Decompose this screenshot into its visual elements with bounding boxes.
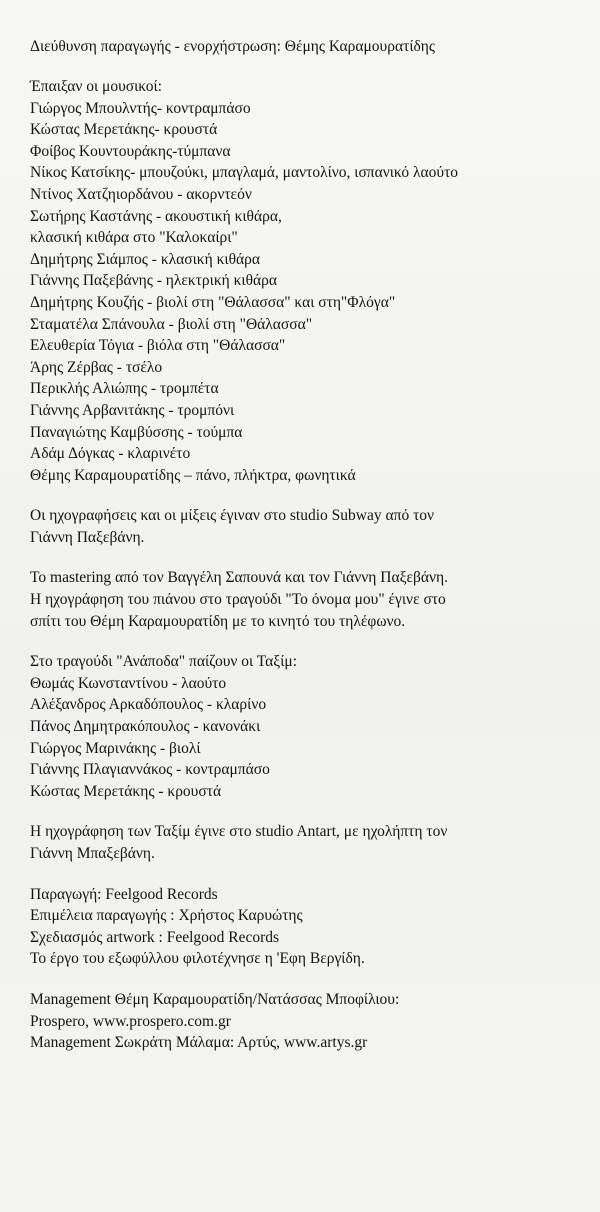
takim-heading: Στο τραγούδι "Ανάποδα" παίζουν οι Ταξίμ: <box>30 653 298 671</box>
musicians-section <box>30 76 600 486</box>
takim-musician-line: Γιώργος Μαρινάκης - βιολί <box>30 739 201 757</box>
musician-line: Δημήτρης Κουζής - βιολί στη "Θάλασσα" και στη"Φλόγα" <box>30 293 396 311</box>
production-line: Επιμέλεια παραγωγής : Χρήστος Καρυώτης <box>30 907 303 925</box>
musician-line: Νίκος Κατσίκης- μπουζούκι, μπαγλαμά, μαντολίνο, ισπανικό λαούτο <box>30 164 459 182</box>
musician-line: Άρης Ζέρβας - τσέλο <box>30 358 163 376</box>
mastering-line: σπίτι του Θέμη Καραμουρατίδη με το κινητό του τηλέφωνο. <box>30 612 406 630</box>
musician-line: Αδάμ Δόγκας - κλαρινέτο <box>30 445 191 463</box>
musician-line: Παναγιώτης Καμβύσσης - τούμπα <box>30 423 243 441</box>
musician-line: Θέμης Καραμουρατίδης – πάνο, πλήκτρα, φωνητικά <box>30 466 356 484</box>
recordings-line: Γιάννη Παξεβάνη. <box>30 528 145 546</box>
musician-line: Φοίβος Κουντουράκης-τύμπανα <box>30 142 231 160</box>
mastering-paragraph <box>30 567 600 632</box>
musician-line: Γιώργος Μπουλντής- κοντραμπάσο <box>30 99 251 117</box>
musician-line: Κώστας Μερετάκης- κρουστά <box>30 121 218 139</box>
production-line: Σχεδιασμός artwork : Feelgood Records <box>30 928 280 946</box>
takim-musician-line: Πάνος Δημητρακόπουλος - κανονάκι <box>30 718 261 736</box>
takim-musician-line: Θωμάς Κωνσταντίνου - λαούτο <box>30 674 227 692</box>
production-line: Παραγωγή: Feelgood Records <box>30 885 218 903</box>
musicians-heading: Έπαιξαν οι μουσικοί: <box>30 78 162 95</box>
recordings-paragraph <box>30 505 600 548</box>
musician-line: κλασική κιθάρα στο "Καλοκαίρι" <box>30 229 238 247</box>
takim-musician-line: Γιάννης Πλαγιαννάκος - κοντραμπάσο <box>30 761 270 779</box>
musician-line: Σταματέλα Σπάνουλα - βιολί στη "Θάλασσα" <box>30 315 313 333</box>
mastering-line: Το mastering από τον Βαγγέλη Σαπουνά και τον Γιάννη Παξεβάνη. <box>30 569 449 587</box>
takim-musician-line: Αλέξανδρος Αρκαδόπουλος - κλαρίνο <box>30 696 267 714</box>
mastering-line: Η ηχογράφηση του πιάνου στο τραγούδι "Το όνομα μου" έγινε στο <box>30 591 446 609</box>
production-line: Το έργο του εξωφύλλου φιλοτέχνησε η 'Εφη Βεργίδη. <box>30 950 365 968</box>
recordings-line: Οι ηχογραφήσεις και οι μίξεις έγιναν στο studio Subway από τον <box>30 507 435 525</box>
production-direction-line: Διεύθυνση παραγωγής - ενορχήστρωση: Θέμης Καραμουρατίδης <box>30 38 436 55</box>
musician-line: Ντίνος Χατζηιορδάνου - ακορντεόν <box>30 185 252 203</box>
musician-line: Περικλής Αλιώπης - τρομπέτα <box>30 380 219 398</box>
production-credits <box>30 884 600 970</box>
management-line: Management Σωκράτη Μάλαμα: Αρτύς, www.artys.gr <box>30 1034 368 1052</box>
takim-recording-line: Γιάννη Μπαξεβάνη. <box>30 845 155 862</box>
musician-line: Γιάννης Αρβανιτάκης - τρομπόνι <box>30 401 235 419</box>
management-line: Management Θέμη Καραμουρατίδη/Νατάσσας Μποφίλιου: <box>30 990 400 1008</box>
takim-recording-line: Η ηχογράφηση των Ταξίμ έγινε στο studio Antart, με ηχολήπτη τον <box>30 823 448 841</box>
takim-recording-paragraph <box>30 821 600 864</box>
takim-section <box>30 651 600 802</box>
musician-line: Σωτήρης Καστάνης - ακουστική κιθάρα, <box>30 207 282 225</box>
takim-musician-line: Κώστας Μερετάκης - κρουστά <box>30 782 222 800</box>
musician-line: Γιάννης Παξεβάνης - ηλεκτρική κιθάρα <box>30 272 277 290</box>
musician-line: Δημήτρης Σιάμπος - κλασική κιθάρα <box>30 250 260 268</box>
musician-line: Ελευθερία Τόγια - βιόλα στη "Θάλασσα" <box>30 337 286 355</box>
management-line: Prospero, www.prospero.com.gr <box>30 1012 231 1030</box>
management-credits <box>30 989 600 1054</box>
